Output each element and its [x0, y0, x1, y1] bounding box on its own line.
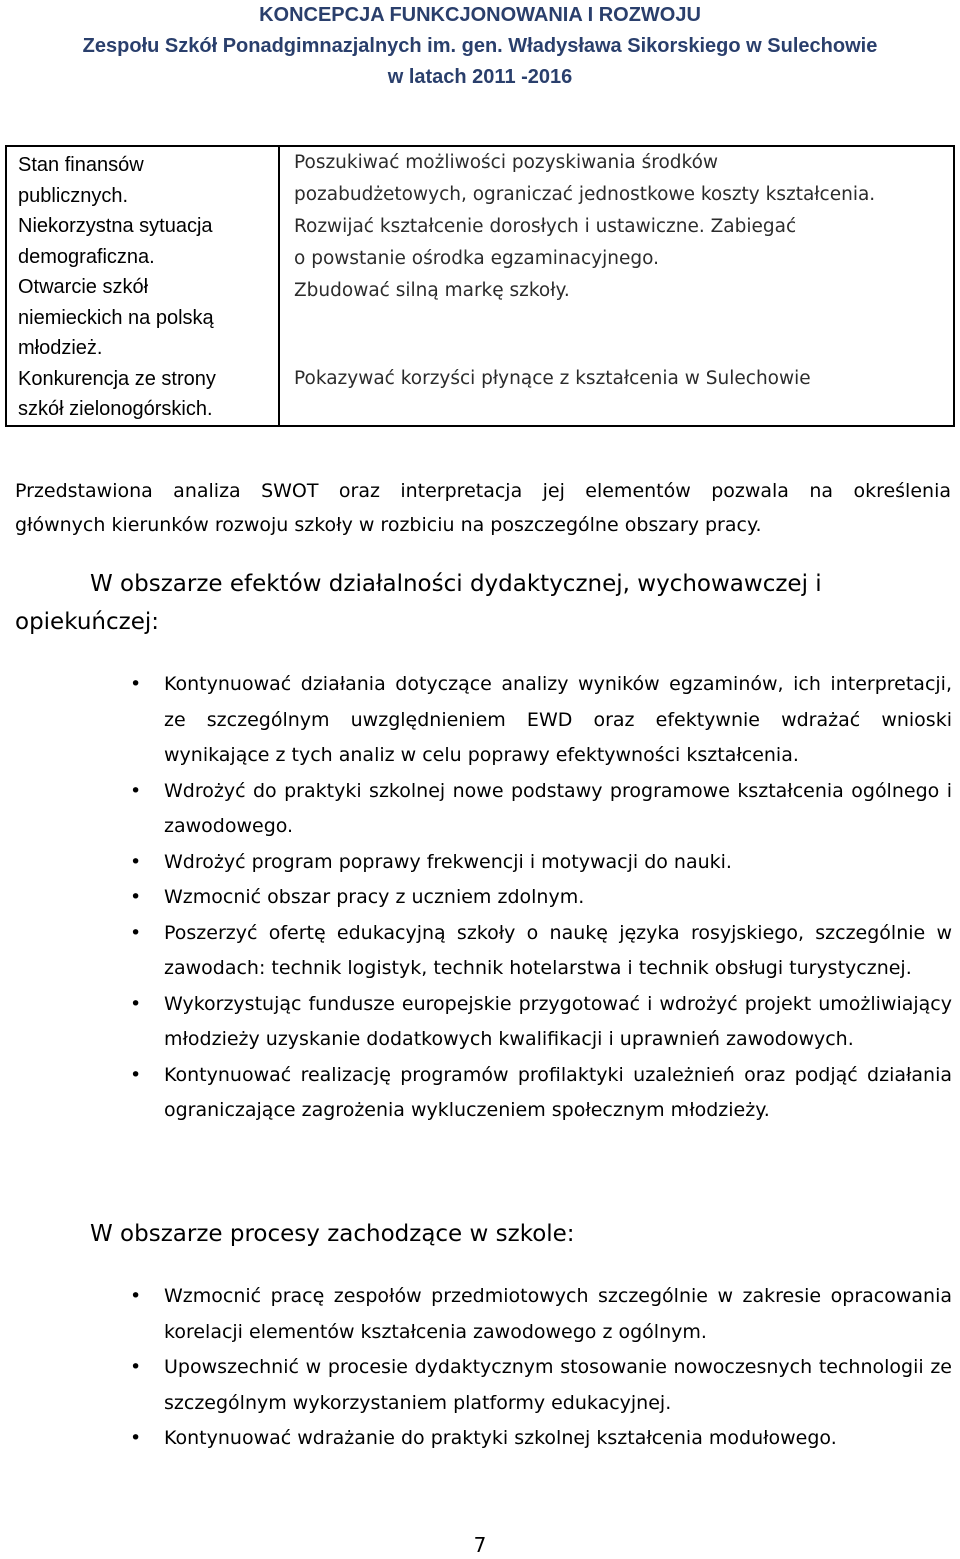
- bullet-icon: •: [130, 992, 142, 1015]
- threat-line: demograficzna.: [18, 245, 155, 268]
- threat-line: szkół zielonogórskich.: [18, 398, 213, 420]
- list-item: [130, 880, 952, 916]
- section2-heading: W obszarze procesy zachodzące w szkole:: [90, 1221, 575, 1247]
- list-item: [130, 667, 952, 774]
- bullet-icon: •: [130, 921, 142, 944]
- bullet-icon: •: [130, 1427, 142, 1449]
- header-years: w latach 2011 -2016: [387, 66, 573, 88]
- list-item-text: Wdrożyć program poprawy frekwencji i motywacji do nauki.: [164, 850, 732, 873]
- threat-line: niemieckich na polską: [18, 306, 214, 329]
- threat-line: Otwarcie szkół: [18, 276, 149, 298]
- action-line: Pokazywać korzyści płynące z kształcenia w Sulechowie: [294, 368, 811, 389]
- list-item-text: Kontynuować realizację programów profilaktyki uzależnień oraz podjąć działania ograniczające zagrożenia wykluczeniem społecznym młodzieży.: [164, 1063, 952, 1121]
- list-item: [130, 1058, 952, 1129]
- intro-line: głównych kierunków rozwoju szkoły w rozbiciu na poszczególne obszary pracy.: [15, 514, 762, 536]
- bullet-icon: •: [130, 673, 142, 695]
- list-item: [130, 916, 952, 987]
- threat-line: młodzież.: [18, 337, 103, 359]
- action-line: pozabudżetowych, ograniczać jednostkowe koszty kształcenia.: [294, 184, 876, 205]
- list-item-text: Wzmocnić obszar pracy z uczniem zdolnym.: [164, 886, 585, 908]
- threat-line: publicznych.: [18, 184, 129, 207]
- threat-line: Stan finansów: [18, 154, 144, 176]
- action-line: Zbudować silną markę szkoły.: [294, 280, 570, 301]
- bullet-icon: •: [130, 850, 142, 873]
- bullet-icon: •: [130, 1356, 142, 1378]
- bullet-icon: •: [130, 779, 142, 802]
- list-item-text: Wykorzystując fundusze europejskie przygotować i wdrożyć projekt umożliwiający młodzieży uzyskanie dodatkowych kwalifikacji i uprawnień zawodowych.: [164, 992, 952, 1050]
- header-school-name: Zespołu Szkół Ponadgimnazjalnych im. gen. Władysława Sikorskiego w Sulechowie: [82, 35, 878, 57]
- section1-list: [130, 667, 952, 1129]
- list-item: [130, 774, 952, 845]
- list-item-text: Kontynuować działania dotyczące analizy wyników egzaminów, ich interpretacji, ze szczególnym uwzględnieniem EWD oraz efektywnie wdrażać wnioski wynikające z tych analiz w celu poprawy efektywności kształcenia.: [164, 673, 952, 766]
- threat-line: Konkurencja ze strony: [18, 367, 216, 390]
- section1-heading: W obszarze efektów działalności dydaktycznej, wychowawczej i: [90, 571, 822, 597]
- intro-paragraph: [15, 474, 951, 542]
- section1-heading-continued: opiekuńczej:: [15, 609, 159, 635]
- list-item-text: Kontynuować wdrażanie do praktyki szkolnej kształcenia modułowego.: [164, 1427, 837, 1449]
- list-item-text: Wdrożyć do praktyki szkolnej nowe podstawy programowe kształcenia ogólnego i zawodowego.: [164, 779, 952, 837]
- bullet-icon: •: [130, 1285, 142, 1307]
- list-item-text: Upowszechnić w procesie dydaktycznym stosowanie nowoczesnych technologii ze szczególnym wykorzystaniem platformy edukacyjnej.: [164, 1356, 952, 1414]
- list-item-text: Poszerzyć ofertę edukacyjną szkoły o naukę języka rosyjskiego, szczególnie w zawodach: technik logistyk, technik hotelarstwa i technik obsługi turystycznej.: [164, 921, 952, 979]
- list-item: [130, 1350, 952, 1421]
- document-header: [0, 0, 960, 93]
- bullet-icon: •: [130, 1063, 142, 1086]
- list-item-text: Wzmocnić pracę zespołów przedmiotowych szczególnie w zakresie opracowania korelacji elementów kształcenia zawodowego z ogólnym.: [164, 1285, 952, 1343]
- threat-line: Niekorzystna sytuacja: [18, 215, 213, 237]
- table-row: [6, 146, 954, 426]
- actions-cell: [279, 146, 954, 426]
- threats-cell: [6, 146, 279, 426]
- page-number: 7: [473, 1533, 487, 1557]
- list-item: [130, 1421, 952, 1457]
- bullet-icon: •: [130, 886, 142, 908]
- swot-table: [5, 145, 955, 427]
- list-item: [130, 987, 952, 1058]
- action-line: Poszukiwać możliwości pozyskiwania środków: [294, 152, 719, 173]
- intro-line: Przedstawiona analiza SWOT oraz interpretacja jej elementów pozwala na określenia: [15, 480, 951, 502]
- section2-list: [130, 1279, 952, 1457]
- header-title: KONCEPCJA FUNKCJONOWANIA I ROZWOJU: [259, 4, 701, 26]
- list-item: [130, 1279, 952, 1350]
- action-line: Rozwijać kształcenie dorosłych i ustawiczne. Zabiegać: [294, 216, 797, 237]
- list-item: [130, 845, 952, 881]
- action-line: o powstanie ośrodka egzaminacyjnego.: [294, 248, 659, 269]
